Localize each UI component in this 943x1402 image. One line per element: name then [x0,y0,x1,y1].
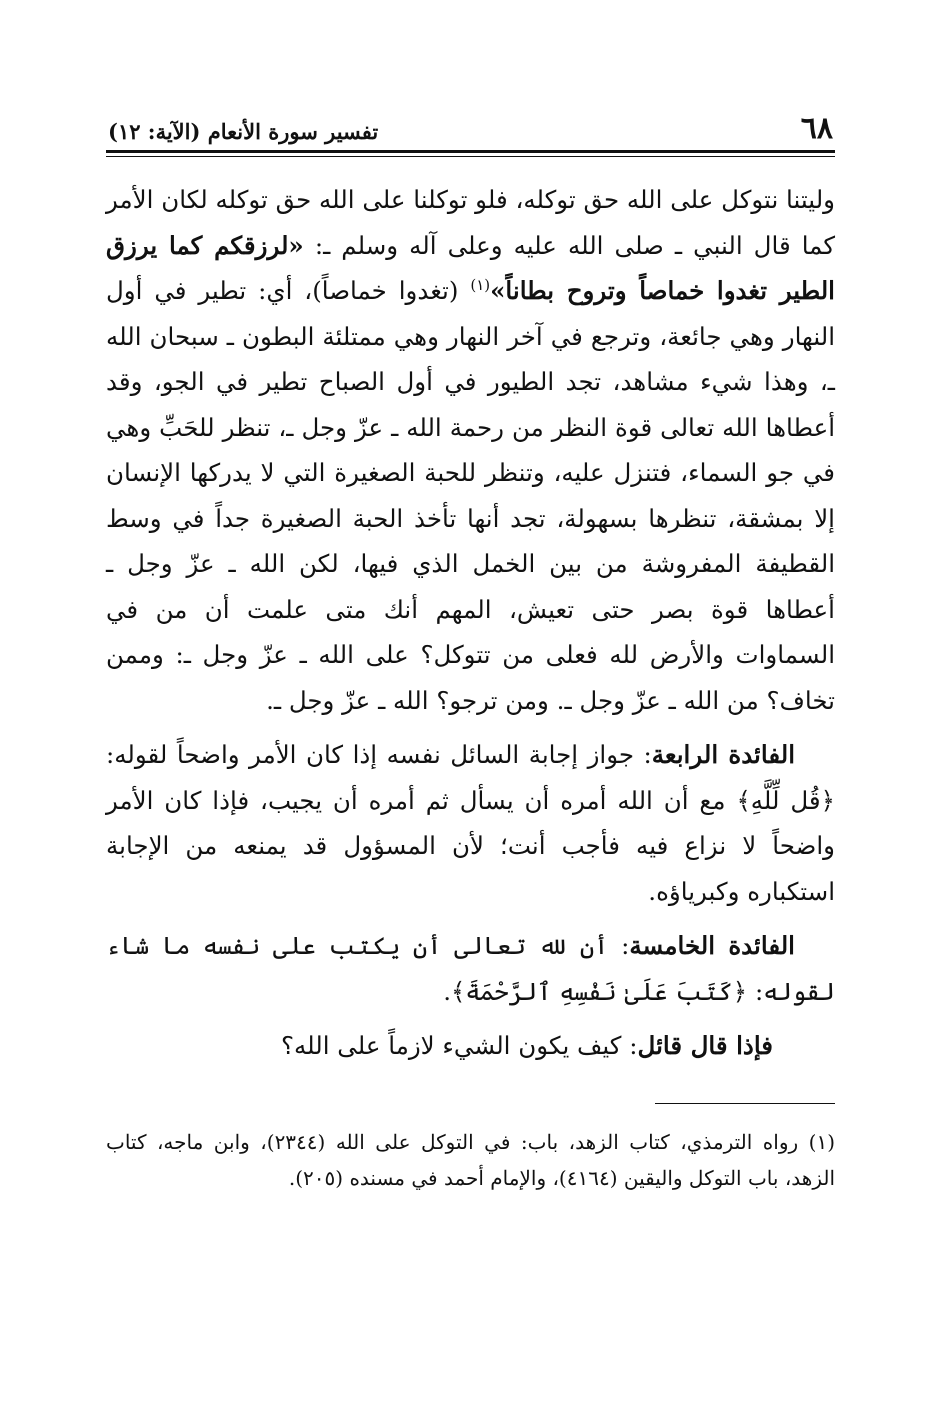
question-label: فإذا قال قائل [637,1031,773,1060]
footnotes [106,1103,835,1196]
paragraph-fourth-benefit [106,732,835,914]
footnote-reference: (١) [470,275,491,294]
quran-quote: ﴿كَتَبَ عَلَىٰ نَفْسِهِ ٱلرَّحْمَةَ﴾ [451,976,748,1006]
paragraph-intro: وليتنا نتوكل على الله حق توكله، فلو توكلنا على الله حق توكله لكان الأمر كما قال النبي ـ صلى الله عليه وعلى آله وسلم ـ: [106,185,836,260]
benefit-text-end: . [443,976,452,1006]
running-title: تفسير سورة الأنعام (الآية: ١٢) [108,119,379,144]
page-header [106,92,835,148]
hadith-quote: «لرزقكم كما يرزق الطير تغدوا خماصاً وتروح بطاناً» [106,230,835,305]
main-text [106,177,835,1069]
paragraph-fifth-benefit [106,923,835,1014]
benefit-label-fourth: الفائدة الرابعة [651,740,796,769]
footnote-1: (١) رواه الترمذي، كتاب الزهد، باب: في التوكل على الله (٢٣٤٤)، وابن ماجه، كتاب الزهد، باب التوكل واليقين (٤١٦٤)، والإمام أحمد في مسنده (٢٠٥). [106,1129,835,1190]
header-rule-thin [106,156,835,157]
question-text: : كيف يكون الشيء لازماً على الله؟ [280,1031,638,1060]
footnote-rule [655,1103,835,1104]
page-number: ٦٨ [800,111,833,146]
header-rule [106,150,835,153]
benefit-text: : جواز إجابة السائل نفسه إذا كان الأمر واضحاً لقوله: [106,740,652,769]
benefit-label-fifth: الفائدة الخامسة [629,931,795,960]
quran-quote: ﴿قُل لِّلَّهِ﴾ [736,785,835,815]
paragraph-question [106,1023,835,1069]
paragraph-tawakkul [106,177,835,723]
benefit-text-continued: مع أن الله أمره أن يسأل ثم أمره أن يجيب، فإذا كان الأمر واضحاً لا نزاع فيه فأجب أنت؛ لأن المسؤول قد يمنعه من الإجابة استكباره وكبرياؤه. [106,785,835,906]
paragraph-explanation: (تغدوا خماصاً)، أي: تطير في أول النهار وهي جائعة، وترجع في آخر النهار وهي ممتلئة البطون ـ سبحان الله ـ، وهذا شيء مشاهد، تجد الطيور في أول الصباح تطير في الجو، وقد أعطاها الله تعالى قوة النظر من رحمة الله ـ عزّ وجل ـ، تنظر للحَبِّ وهي في جو السماء، فتنزل عليه، وتنظر للحبة الصغيرة التي لا يدركها الإنسان إلا بمشقة، تنظرها بسهولة، تجد أنها تأخذ الحبة الصغيرة جداً في وسط القطيفة المفروشة من بين الخمل الذي فيها، لكن الله ـ عزّ وجل ـ أعطاها قوة بصر حتى تعيش، المهم أنك متى علمت أن من في السماوات والأرض لله فعلى من تتوكل؟ على الله ـ عزّ وجل ـ: وممن تخاف؟ من الله ـ عزّ وجل ـ. ومن ترجو؟ الله ـ عزّ وجل ـ. [106,276,835,715]
benefit-text: : أن لله تعالى أن يكتب على نفسه ما شاء لقوله: [106,931,835,1006]
